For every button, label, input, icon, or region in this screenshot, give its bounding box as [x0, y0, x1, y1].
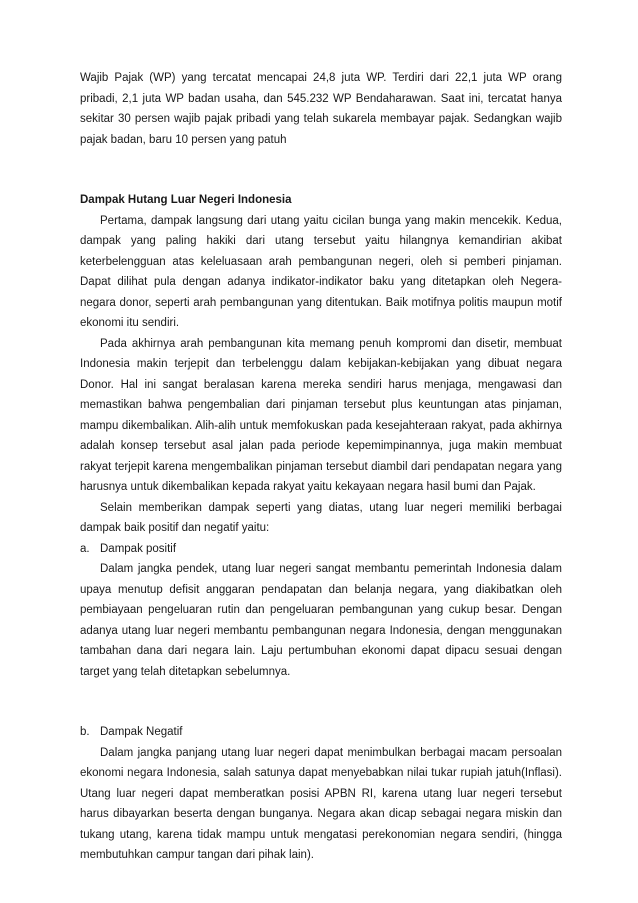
intro-paragraph: Wajib Pajak (WP) yang tercatat mencapai 24,8 juta WP. Terdiri dari 22,1 juta WP orang pribadi, 2,1 juta WP badan usaha, dan 545.232 WP Bendaharawan. Saat ini, tercatat hanya sekitar 30 persen wajib pajak pribadi yang telah sukarela membayar pajak. Sedangkan wajib pajak badan, baru 10 persen yang patuh: [80, 72, 562, 146]
section-paragraph-1: Pertama, dampak langsung dari utang yaitu cicilan bunga yang makin mencekik. Kedua, dampak yang paling hakiki dari utang tersebut yaitu hilangnya kemandirian akibat keterbelengguan atas keleluasaan arah pembangunan negeri, oleh si pemberi pinjaman. Dapat dilihat pula dengan adanya indikator-indikator baku yang ditetapkan oleh Negera-negara donor, seperti arah pembangunan yang ditentukan. Baik motifnya politis maupun motif ekonomi itu sendiri.: [80, 214, 562, 329]
spacer: [80, 150, 562, 190]
section-paragraph-2: Pada akhirnya arah pembangunan kita memang penuh kompromi dan disetir, membuat Indonesia makin terjepit dan terbelenggu dalam kebijakan-kebijakan yang dibuat negara Donor. Hal ini sangat beralasan karena mereka sendiri harus menjaga, mengawasi dan memastikan bahwa pengembalian dari pinjaman tersebut plus keuntungan atas pinjaman, mampu dikembalikan. Alih-alih untuk memfokuskan pada kesejahteraan rakyat, pada akhirnya adalah konsep tersebut asal jalan pada periode kepemimpinannya, juga makin membuat rakyat terjepit karena mengembalikan pinjaman tersebut diambil dari pendapatan negara yang harusnya untuk dikembalikan kepada rakyat yaitu kekayaan negara hasil bumi dan Pajak.: [80, 337, 562, 493]
negative-paragraph: Dalam jangka panjang utang luar negeri dapat menimbulkan berbagai macam persoalan ekonomi negara Indonesia, salah satunya dapat menyebabkan nilai tukar rupiah jatuh(Inflasi). Utang luar negeri dapat memberatkan posisi APBN RI, karena utang luar negeri tersebut harus dibayarkan beserta dengan bunganya. Negara akan dicap sebagai negara miskin dan tukang utang, karena tidak mampu untuk mengatasi perekonomian negara sendiri, (hingga membutuhkan campur tangan dari pihak lain).: [80, 746, 562, 861]
negative-title: Dampak Negatif: [100, 726, 183, 738]
list-marker-a: a.: [80, 542, 90, 555]
document-page: [80, 68, 562, 866]
negative-heading: [80, 722, 562, 743]
spacer: [80, 682, 562, 722]
section-heading: Dampak Hutang Luar Negeri Indonesia: [80, 194, 292, 206]
positive-title: Dampak positif: [100, 542, 177, 555]
section-paragraph-3: Selain memberikan dampak seperti yang diatas, utang luar negeri memiliki berbagai dampak baik positif dan negatif yaitu:: [80, 501, 562, 534]
positive-paragraph: Dalam jangka pendek, utang luar negeri sangat membantu pemerintah Indonesia dalam upaya menutup defisit anggaran pendapatan dan belanja negara, yang diakibatkan oleh pembiayaan pengeluaran rutin dan pengeluaran pembangunan yang cukup besar. Dengan adanya utang luar negeri membantu pembangunan negara Indonesia, dengan menggunakan tambahan dana dari negara lain. Laju pertumbuhan ekonomi dapat dipacu sesuai dengan target yang telah ditetapkan sebelumnya.: [80, 563, 562, 678]
positive-heading: [80, 539, 562, 560]
list-marker-b: b.: [80, 726, 90, 738]
